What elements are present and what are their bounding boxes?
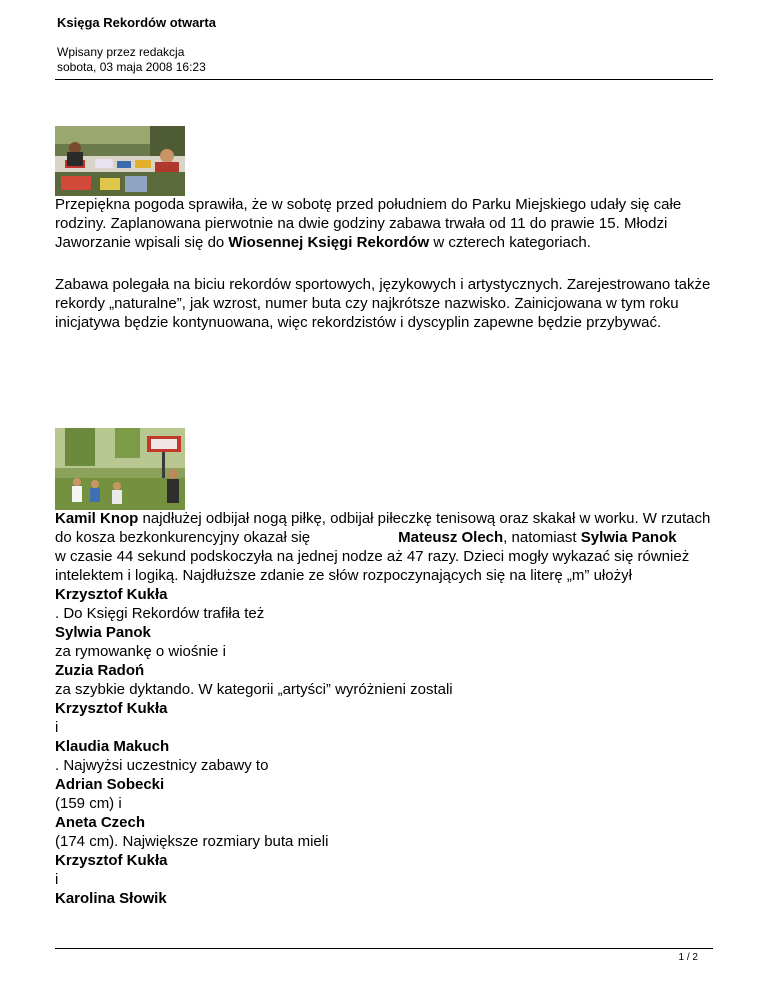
header-divider [55, 79, 713, 80]
name-sylwia-panok-2: Sylwia Panok [55, 624, 151, 641]
footer-divider [55, 948, 713, 949]
paragraph-records: Kamil Knop najdłużej odbijał nogą piłkę, odbijał piłeczkę tenisową oraz skakał w worku. W rzutach do kosza bezkonkurencyjny okazał się Mateusz Olech, natomiast Sylwia Panok w czasie 44 sekund podskoczyła na jednej nodze aż 47 razy. Dzieci mogły wykazać się również intelektem i logiką. Najdłuższe zdanie ze słów rozpoczynających się na literę „m” ułożył Krzysztof Kukła . Do Księgi Rekordów trafiła też Sylwia Panok za rymowankę o wiośnie i Zuzia Radoń za szybkie dyktando. W kategorii „artyści” wyróżnieni zostali Krzysztof Kukła i Klaudia Makuch . Najwyżsi uczestnicy zabawy to Adrian Sobecki (159 cm) i Aneta Czech (174 cm). Największe rozmiary buta mieli Krzysztof Kukła i Karolina Słowik [55, 509, 715, 908]
article-author: Wpisany przez redakcja [57, 45, 185, 59]
name-aneta-czech: Aneta Czech [55, 814, 146, 831]
name-kamil-knop: Kamil Knop [55, 510, 139, 527]
bold-book-name: Wiosennej Księgi Rekordów [228, 234, 430, 251]
paragraph-rules: Zabawa polegała na biciu rekordów sportowych, językowych i artystycznych. Zarejestrowano także rekordy „naturalne”, jak wzrost, numer buta czy najkrótsze nazwisko. Zainicjowana w tym roku inicjatywa będzie kontynuowana, więc rekordzistów i dyscyplin zapewne będzie przybywać. [55, 276, 711, 331]
article-date: sobota, 03 maja 2008 16:23 [57, 60, 206, 74]
article-meta [57, 45, 206, 75]
article-title: Księga Rekordów otwarta [57, 15, 216, 30]
photo-picnic [55, 126, 185, 196]
name-mateusz-olech: Mateusz Olech [398, 529, 504, 546]
name-krzysztof-kukla-2: Krzysztof Kukła [55, 700, 168, 717]
name-adrian-sobecki: Adrian Sobecki [55, 776, 165, 793]
name-sylwia-panok: Sylwia Panok [580, 529, 677, 546]
name-karolina-slowik: Karolina Słowik [55, 890, 167, 907]
name-zuzia-radon: Zuzia Radoń [55, 662, 145, 679]
paragraph-intro: Przepiękna pogoda sprawiła, że w sobotę przed południem do Parku Miejskiego udały się całe rodziny. Zaplanowana pierwotnie na dwie godziny zabawa trwała od 11 do prawie 15. Młodzi Jaworzanie wpisali się do Wiosennej Księgi Rekordów w czterech kategoriach. [55, 196, 682, 251]
name-klaudia-makuch: Klaudia Makuch [55, 738, 170, 755]
name-krzysztof-kukla-3: Krzysztof Kukła [55, 852, 168, 869]
name-krzysztof-kukla: Krzysztof Kukła [55, 586, 168, 603]
photo-park [55, 428, 185, 510]
page-number: 1 / 2 [678, 952, 698, 963]
